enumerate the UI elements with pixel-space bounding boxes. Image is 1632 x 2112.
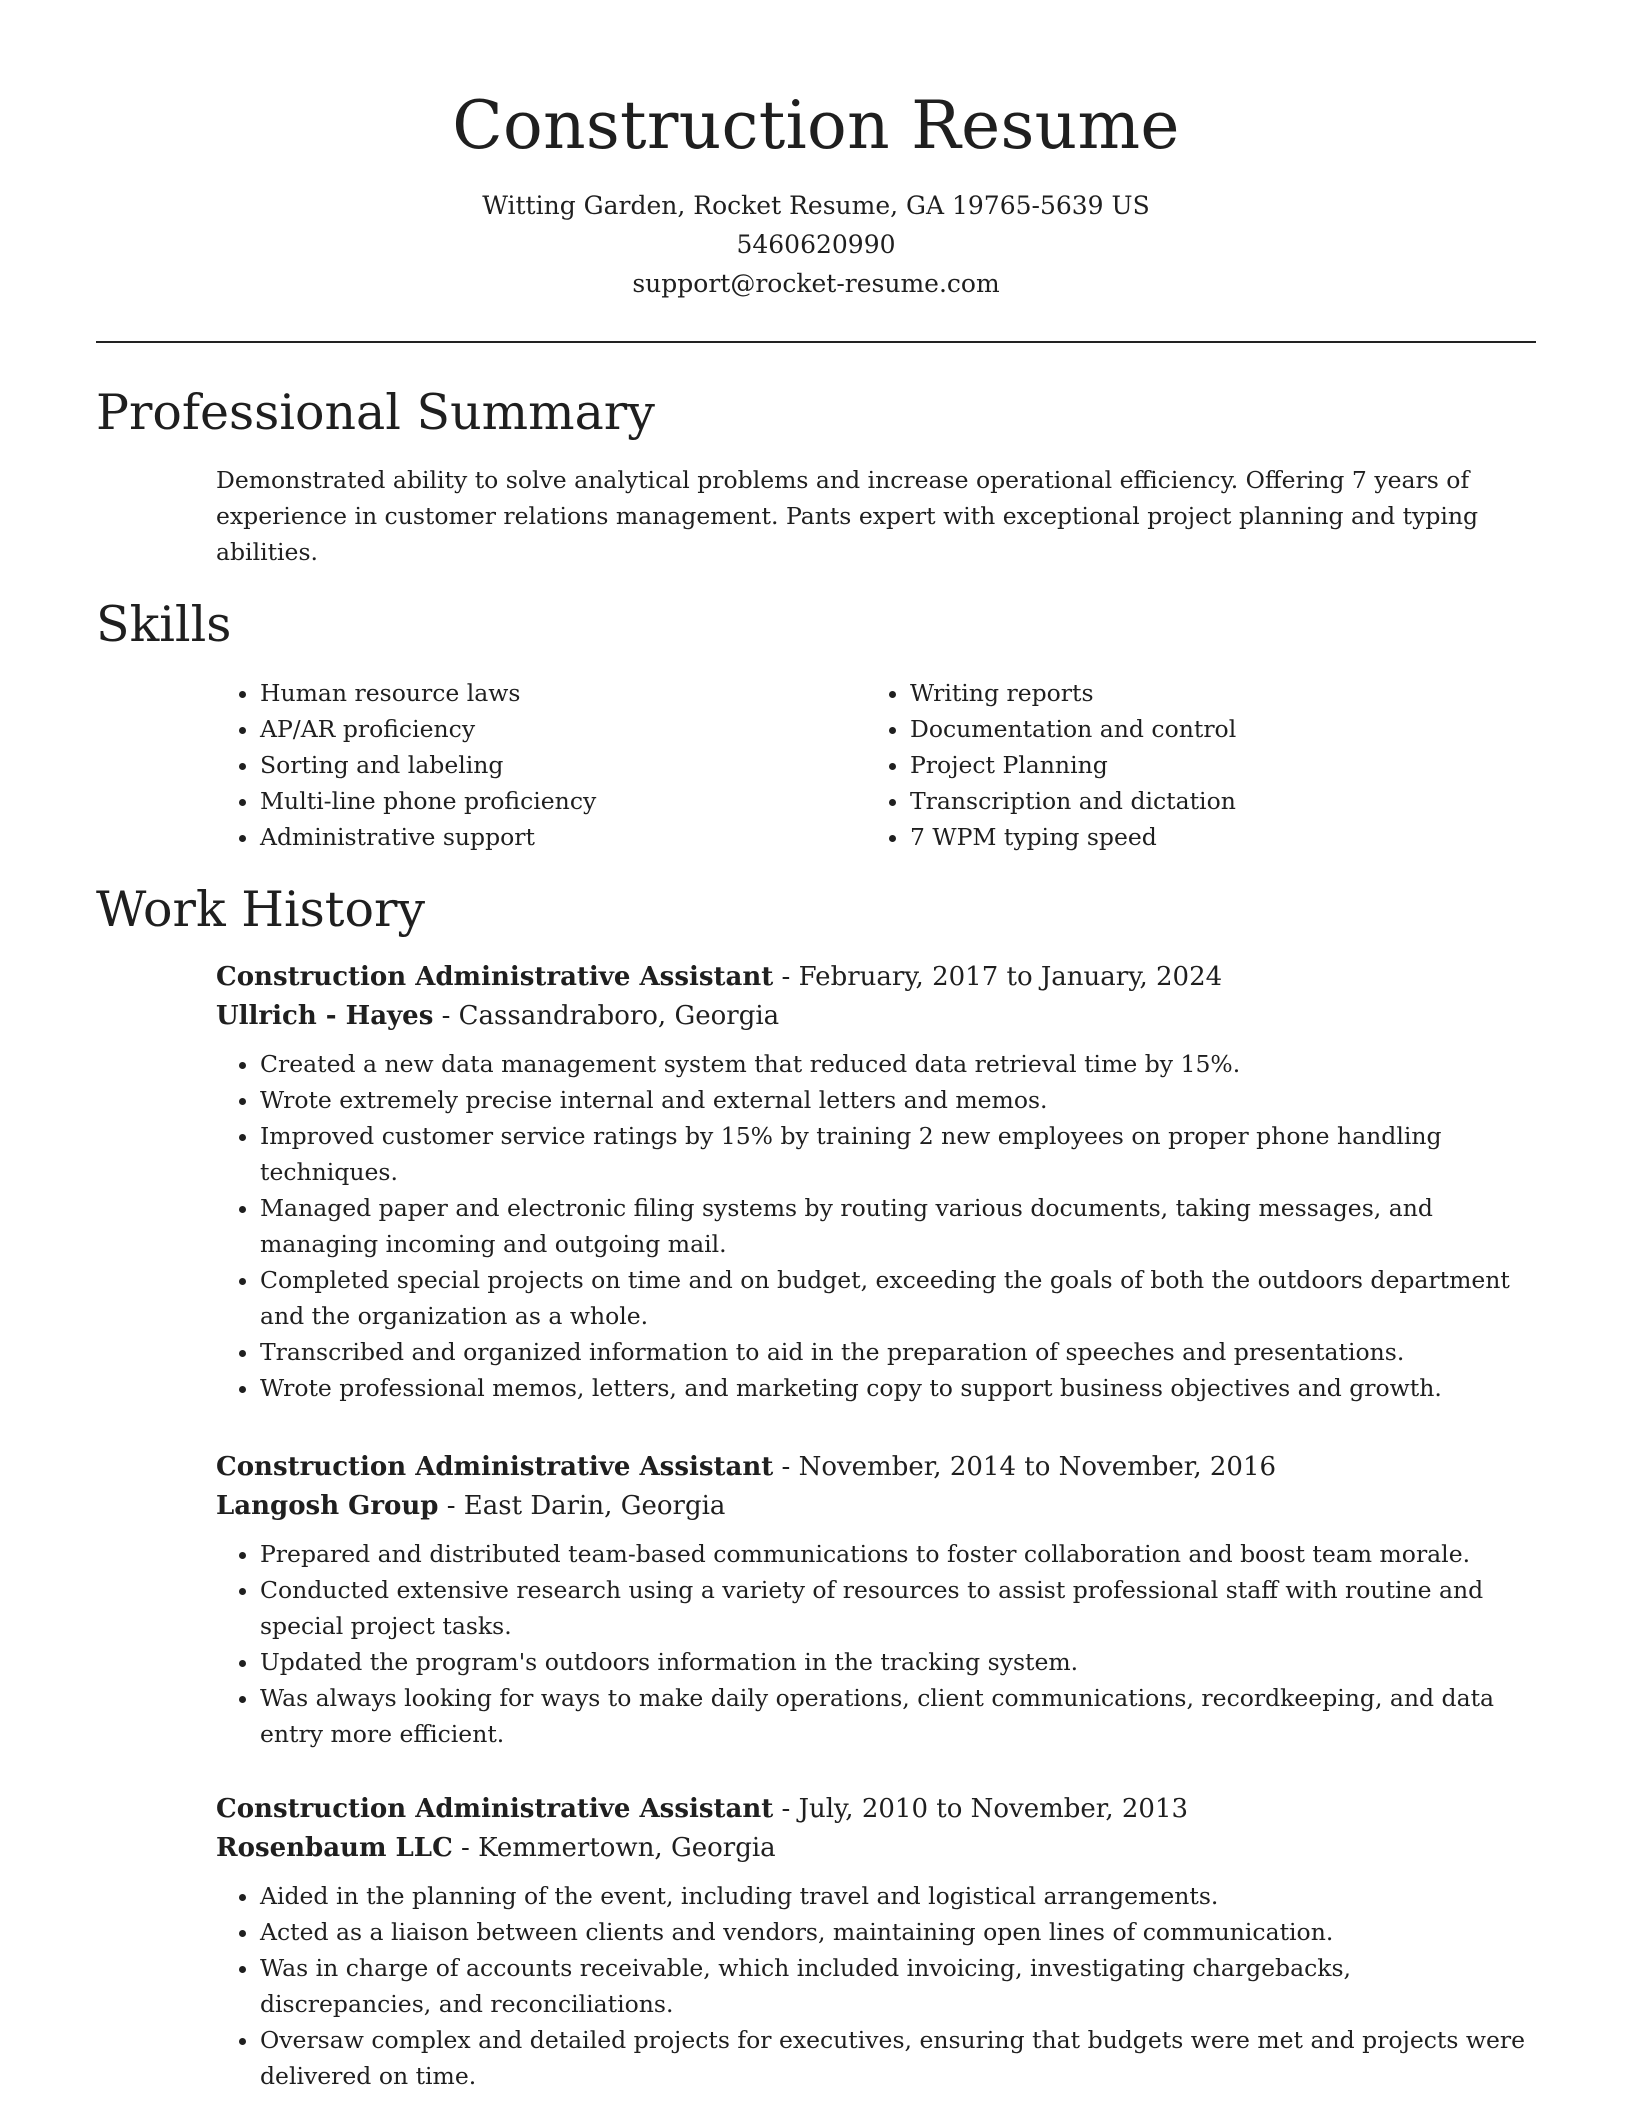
job-bullet: • Managed paper and electronic filing systems by routing various documents, taking messages, and managing incoming and outgoing mail. xyxy=(260,1190,1536,1262)
job-company-line xyxy=(216,1487,1536,1526)
job-location: - East Darin, Georgia xyxy=(438,1491,726,1521)
job-bullet: • Was in charge of accounts receivable, which included invoicing, investigating chargebacks, discrepancies, and reconciliations. xyxy=(260,1950,1536,2022)
work-history-heading: Work History xyxy=(96,881,426,938)
job-bullet: • Updated the program's outdoors information in the tracking system. xyxy=(260,1644,1536,1680)
job-role: Construction Administrative Assistant xyxy=(216,1794,774,1824)
job-bullet: • Conducted extensive research using a variety of resources to assist professional staff with routine and special project tasks. xyxy=(260,1572,1536,1644)
job-bullet: • Was always looking for ways to make daily operations, client communications, recordkeeping, and data entry more efficient. xyxy=(260,1680,1536,1752)
job-entry xyxy=(216,1790,1536,2094)
job-title-line xyxy=(216,958,1536,997)
skill-item: • Project Planning xyxy=(910,747,1236,783)
job-company-line xyxy=(216,1829,1536,1868)
resume-header xyxy=(0,0,1632,303)
resume-name: Construction Resume xyxy=(452,87,1180,164)
job-bullet: • Wrote professional memos, letters, and marketing copy to support business objectives and growth. xyxy=(260,1370,1536,1406)
job-dates: - February, 2017 to January, 2024 xyxy=(773,962,1223,992)
skill-item: • Administrative support xyxy=(260,819,866,855)
job-bullet: • Wrote extremely precise internal and external letters and memos. xyxy=(260,1082,1536,1118)
job-bullet: • Prepared and distributed team-based communications to foster collaboration and boost team morale. xyxy=(260,1536,1536,1572)
skill-item: • 7 WPM typing speed xyxy=(910,819,1236,855)
job-entry xyxy=(216,1448,1536,1752)
skills-column-left xyxy=(216,675,866,855)
job-role: Construction Administrative Assistant xyxy=(216,962,774,992)
job-bullet: • Oversaw complex and detailed projects for executives, ensuring that budgets were met and projects were delivered on time. xyxy=(260,2022,1536,2094)
header-divider xyxy=(96,341,1536,343)
skill-item: • Transcription and dictation xyxy=(910,783,1236,819)
job-title-line xyxy=(216,1448,1536,1487)
job-company: Rosenbaum LLC xyxy=(216,1833,453,1863)
skill-item: • Documentation and control xyxy=(910,711,1236,747)
job-company-line xyxy=(216,997,1536,1036)
job-bullet: • Transcribed and organized information to aid in the preparation of speeches and presentations. xyxy=(260,1334,1536,1370)
job-location: - Cassandraboro, Georgia xyxy=(433,1001,780,1031)
job-bullet: • Created a new data management system that reduced data retrieval time by 15%. xyxy=(260,1046,1536,1082)
job-company: Langosh Group xyxy=(216,1491,439,1521)
job-title-line xyxy=(216,1790,1536,1829)
job-bullet: • Improved customer service ratings by 15% by training 2 new employees on proper phone handling techniques. xyxy=(260,1118,1536,1190)
skill-item: • AP/AR proficiency xyxy=(260,711,866,747)
skill-item: • Multi-line phone proficiency xyxy=(260,783,866,819)
summary-heading: Professional Summary xyxy=(96,384,655,441)
job-bullet: • Aided in the planning of the event, including travel and logistical arrangements. xyxy=(260,1878,1536,1914)
contact-email: support@rocket-resume.com xyxy=(632,269,1000,298)
job-bullets xyxy=(216,1536,1536,1752)
contact-phone: 5460620990 xyxy=(736,230,896,259)
summary-text: Demonstrated ability to solve analytical problems and increase operational efficiency. Offering 7 years of experience in customer relations management. Pants expert with exceptional project planning and typing abilities. xyxy=(216,466,1479,566)
job-bullet: • Acted as a liaison between clients and vendors, maintaining open lines of communication. xyxy=(260,1914,1536,1950)
skills-column-right xyxy=(866,675,1236,855)
skill-item: • Sorting and labeling xyxy=(260,747,866,783)
skills-heading: Skills xyxy=(96,596,232,653)
skill-item: • Writing reports xyxy=(910,675,1236,711)
skills-list xyxy=(216,675,1516,855)
job-bullets xyxy=(216,1878,1536,2094)
contact-block xyxy=(0,186,1632,303)
job-company: Ullrich - Hayes xyxy=(216,1001,434,1031)
job-role: Construction Administrative Assistant xyxy=(216,1452,774,1482)
job-dates: - July, 2010 to November, 2013 xyxy=(773,1794,1189,1824)
job-entry xyxy=(216,958,1536,1406)
job-location: - Kemmertown, Georgia xyxy=(452,1833,776,1863)
job-bullets xyxy=(216,1046,1536,1406)
contact-address: Witting Garden, Rocket Resume, GA 19765-5639 US xyxy=(482,191,1150,220)
job-bullet: • Completed special projects on time and on budget, exceeding the goals of both the outdoors department and the organization as a whole. xyxy=(260,1262,1536,1334)
skill-item: • Human resource laws xyxy=(260,675,866,711)
job-dates: - November, 2014 to November, 2016 xyxy=(773,1452,1277,1482)
